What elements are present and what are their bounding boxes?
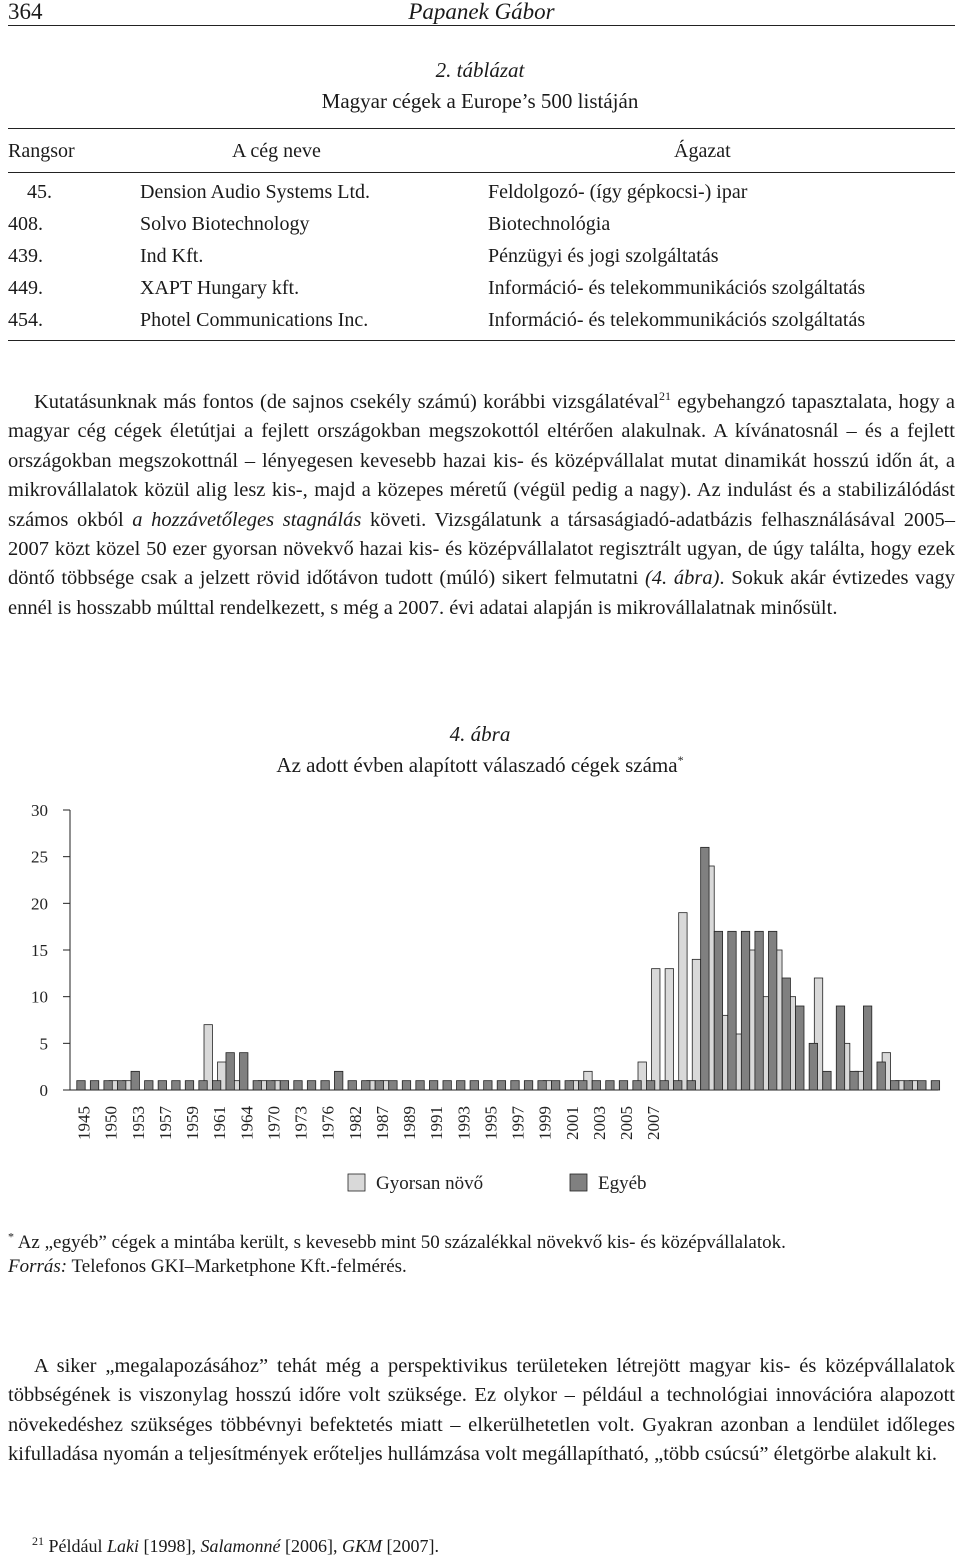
bar-egyeb-1964 bbox=[334, 1071, 342, 1090]
bar-egyeb-1994 bbox=[741, 931, 749, 1090]
bar-egyeb-1988 bbox=[660, 1081, 668, 1090]
x-tick-label: 1959 bbox=[183, 1106, 203, 1140]
bar-egyeb-1948 bbox=[117, 1081, 125, 1090]
bar-egyeb-2003 bbox=[863, 1006, 871, 1090]
bar-egyeb-1951 bbox=[158, 1081, 166, 1090]
bar-egyeb-2007 bbox=[918, 1081, 926, 1090]
footnote-ref-21[interactable]: 21 bbox=[659, 389, 671, 404]
bar-egyeb-1952 bbox=[172, 1081, 180, 1090]
bar-egyeb-1970 bbox=[416, 1081, 424, 1090]
bar-gyorsan-novo-1988 bbox=[652, 969, 660, 1090]
y-tick-label: 5 bbox=[39, 1034, 48, 1054]
bar-egyeb-1999 bbox=[809, 1043, 817, 1090]
bar-egyeb-1966 bbox=[362, 1081, 370, 1090]
legend-label: Gyorsan növő bbox=[376, 1173, 484, 1194]
bar-egyeb-1973 bbox=[457, 1081, 465, 1090]
figure-source: Forrás: Telefonos GKI–Marketphone Kft.-felmérés. bbox=[8, 1256, 407, 1277]
x-tick-label: 2005 bbox=[617, 1106, 637, 1140]
table-row-3-sector-cell: Pénzügyi és jogi szolgáltatás bbox=[488, 245, 719, 267]
x-tick-label: 2007 bbox=[644, 1106, 664, 1140]
bar-egyeb-1956 bbox=[226, 1053, 234, 1090]
x-tick-label: 1953 bbox=[128, 1106, 148, 1140]
running-head-author: Papanek Gábor bbox=[408, 0, 555, 24]
bar-egyeb-1975 bbox=[484, 1081, 492, 1090]
legend-swatch bbox=[348, 1174, 365, 1191]
table-title: Magyar cégek a Europe’s 500 listáján bbox=[321, 89, 639, 113]
page-number: 364 bbox=[8, 0, 43, 24]
bar-egyeb-1961 bbox=[294, 1081, 302, 1090]
body-paragraph-1: Kutatásunknak más fontos (de sajnos csekély számú) korábbi vizsgálatéval$^{21}$ egybehangzó tapasztalata, hogy a magyar cég cégek életútjai a fejlett országokban megszokottól eltérően alakulnak. A kívánatosnál – és a fejlett országokban megszokottnál – lényegesen kevesebb hazai kis- és középvállalat mutat dinamikát hosszú időn át, a mikrovállalatok közül alig lesz kis-, majd a közepes méretű (végül pedig a nagy). Az indulást és a stabilizálódást számos okból a hozzávetőleges stagnálás követi. Vizsgálatunk a társaságiadó-adatbázis felhasználásával 2005–2007 közt közel 50 ezer gyorsan növekvő hazai kis- és középvállalatot regisztrált ugyan, de úgy találta, hogy ezek döntő többsége csak a jelzett rövid időtávon tudott (múló) sikert felmutatni (4. ábra). Sokuk akár évtizedes vagy ennél is hosszabb múlttal rendelkezett, s még a 2007. évi adatai alapján is mikrovállalatnak minősült. bbox=[8, 389, 956, 619]
bar-gyorsan-novo-1991 bbox=[692, 959, 700, 1090]
bar-egyeb-1963 bbox=[321, 1081, 329, 1090]
table-top-rule bbox=[8, 128, 955, 129]
table-row-5-sector-cell: Információ- és telekommunikációs szolgáltatás bbox=[488, 309, 866, 331]
x-tick-label: 1970 bbox=[264, 1106, 284, 1140]
column-header-rank: Rangsor bbox=[8, 140, 75, 162]
bar-egyeb-1979 bbox=[538, 1081, 546, 1090]
bar-egyeb-1972 bbox=[443, 1081, 451, 1090]
x-tick-label: 1997 bbox=[508, 1106, 528, 1140]
bar-egyeb-1985 bbox=[619, 1081, 627, 1090]
x-tick-label: 1993 bbox=[454, 1106, 474, 1140]
bar-egyeb-2005 bbox=[891, 1081, 899, 1090]
y-tick-label: 30 bbox=[31, 801, 48, 820]
x-tick-label: 1989 bbox=[400, 1106, 420, 1140]
bar-egyeb-1965 bbox=[348, 1081, 356, 1090]
x-tick-label: 2001 bbox=[562, 1106, 582, 1140]
bar-egyeb-1946 bbox=[90, 1081, 98, 1090]
bar-egyeb-1971 bbox=[429, 1081, 437, 1090]
table-row-1-company-cell: Dension Audio Systems Ltd. bbox=[140, 181, 371, 203]
bar-egyeb-1997 bbox=[782, 978, 790, 1090]
bar-egyeb-2004 bbox=[877, 1062, 885, 1090]
column-header-company: A cég neve bbox=[232, 140, 321, 162]
table-bottom-rule bbox=[8, 340, 955, 341]
bar-egyeb-1989 bbox=[674, 1081, 682, 1090]
bar-egyeb-1959 bbox=[267, 1081, 275, 1090]
bar-egyeb-1995 bbox=[755, 931, 763, 1090]
table-row-5-rank-cell: 454. bbox=[8, 309, 43, 331]
figure-title: Az adott évben alapított válaszadó cégek száma* bbox=[276, 753, 684, 777]
bar-egyeb-1949 bbox=[131, 1071, 139, 1090]
bar-egyeb-1957 bbox=[240, 1053, 248, 1090]
x-tick-label: 1964 bbox=[237, 1106, 257, 1140]
bar-gyorsan-novo-1955 bbox=[204, 1025, 212, 1090]
table-row-2-rank-cell: 408. bbox=[8, 213, 43, 235]
figure-reference: (4. ábra) bbox=[644, 567, 720, 590]
x-tick-label: 1999 bbox=[535, 1106, 555, 1140]
x-tick-label: 2003 bbox=[589, 1106, 609, 1140]
footnote-21: $^{21}$ Például Laki [1998], Salamonné [2006], GKM [2007]. bbox=[32, 1534, 440, 1556]
bar-egyeb-1958 bbox=[253, 1081, 261, 1090]
figure-notes bbox=[8, 1231, 955, 1279]
bar-egyeb-1987 bbox=[646, 1081, 654, 1090]
y-tick-label: 25 bbox=[31, 847, 48, 867]
table-row-4-company-cell: XAPT Hungary kft. bbox=[140, 277, 300, 299]
y-tick-label: 10 bbox=[31, 987, 48, 1007]
x-tick-label: 1982 bbox=[345, 1106, 365, 1140]
y-tick-label: 0 bbox=[39, 1081, 48, 1100]
bar-egyeb-1993 bbox=[728, 931, 736, 1090]
bar-egyeb-1962 bbox=[307, 1081, 315, 1090]
x-tick-label: 1945 bbox=[74, 1106, 94, 1140]
bar-egyeb-1983 bbox=[592, 1081, 600, 1090]
x-tick-label: 1987 bbox=[372, 1106, 392, 1140]
body-paragraph-2: A siker „megalapozásához” tehát még a perspektivikus területeken létrejött magyar kis- és középvállalatok többségének is viszonylag hosszú időre volt szüksége. Ez olykor – például a technológiai innovációra alapozott növekedéshez szükséges többévnyi befektetés miatt – elkerülhetetlen volt. Gyakran azonban a lendület időleges kifulladása nyomán a teljesítmények erőteljes hullámzása volt megállapítható, „több csúcsú” életgörbe alakult ki. bbox=[8, 1355, 955, 1466]
x-tick-label: 1976 bbox=[318, 1106, 338, 1140]
x-tick-label: 1995 bbox=[481, 1106, 501, 1140]
bar-egyeb-1960 bbox=[280, 1081, 288, 1090]
bar-egyeb-1950 bbox=[145, 1081, 153, 1090]
column-header-sector: Ágazat bbox=[674, 140, 731, 162]
bar-egyeb-1996 bbox=[768, 931, 776, 1090]
table-row-5-company-cell: Photel Communications Inc. bbox=[140, 309, 369, 331]
bar-gyorsan-novo-1989 bbox=[665, 969, 673, 1090]
bar-egyeb-1968 bbox=[389, 1081, 397, 1090]
legend-swatch bbox=[570, 1174, 587, 1191]
table-row-1-sector-cell: Feldolgozó- (így gépkocsi-) ipar bbox=[488, 181, 748, 203]
x-tick-label: 1950 bbox=[101, 1106, 121, 1140]
x-tick-label: 1961 bbox=[210, 1106, 230, 1140]
bar-egyeb-1991 bbox=[701, 847, 709, 1090]
bar-egyeb-2008 bbox=[931, 1081, 939, 1090]
table-row-2-sector-cell: Biotechnológia bbox=[488, 213, 611, 235]
table-row-3-company-cell: Ind Kft. bbox=[140, 245, 204, 267]
x-tick-label: 1973 bbox=[291, 1106, 311, 1140]
table-row-1-rank-cell: 45. bbox=[27, 181, 52, 203]
table-row-2-company-cell: Solvo Biotechnology bbox=[140, 213, 310, 235]
bar-egyeb-1980 bbox=[551, 1081, 559, 1090]
figure-note: * Az „egyéb” cégek a mintába került, s kevesebb mint 50 százalékkal növekvő kis- és középvállalatok. bbox=[8, 1229, 786, 1253]
bar-egyeb-1986 bbox=[633, 1081, 641, 1090]
bar-egyeb-1954 bbox=[199, 1081, 207, 1090]
bar-egyeb-1992 bbox=[714, 931, 722, 1090]
bar-egyeb-1969 bbox=[402, 1081, 410, 1090]
bar-egyeb-2002 bbox=[850, 1071, 858, 1090]
bar-egyeb-1990 bbox=[687, 1081, 695, 1090]
x-tick-label: 1957 bbox=[155, 1106, 175, 1140]
table-row-4-sector-cell: Információ- és telekommunikációs szolgáltatás bbox=[488, 277, 866, 299]
x-tick-label: 1991 bbox=[427, 1106, 447, 1140]
bar-egyeb-1945 bbox=[77, 1081, 85, 1090]
bar-egyeb-1978 bbox=[524, 1081, 532, 1090]
bar-egyeb-1955 bbox=[212, 1081, 220, 1090]
bar-egyeb-2001 bbox=[836, 1006, 844, 1090]
table-label: 2. táblázat bbox=[435, 58, 525, 82]
y-tick-label: 15 bbox=[31, 941, 48, 960]
bar-egyeb-1976 bbox=[497, 1081, 505, 1090]
table-row-4-rank-cell: 449. bbox=[8, 277, 43, 299]
bar-egyeb-1974 bbox=[470, 1081, 478, 1090]
y-tick-label: 20 bbox=[31, 894, 48, 914]
bar-egyeb-1967 bbox=[375, 1081, 383, 1090]
bar-chart bbox=[0, 790, 960, 1210]
table-header-rule bbox=[8, 172, 955, 173]
bar-egyeb-1984 bbox=[606, 1081, 614, 1090]
figure-label: 4. ábra bbox=[449, 722, 511, 746]
legend-label: Egyéb bbox=[598, 1173, 647, 1194]
bar-egyeb-1977 bbox=[511, 1081, 519, 1090]
bar-gyorsan-novo-1990 bbox=[679, 913, 687, 1090]
bar-egyeb-1953 bbox=[185, 1081, 193, 1090]
running-header bbox=[8, 0, 955, 26]
bar-egyeb-1982 bbox=[579, 1081, 587, 1090]
table-row-3-rank-cell: 439. bbox=[8, 245, 43, 267]
bar-egyeb-1981 bbox=[565, 1081, 573, 1090]
bar-egyeb-1998 bbox=[796, 1006, 804, 1090]
bar-egyeb-2000 bbox=[823, 1071, 831, 1090]
bar-egyeb-1947 bbox=[104, 1081, 112, 1090]
bar-egyeb-2006 bbox=[904, 1081, 912, 1090]
